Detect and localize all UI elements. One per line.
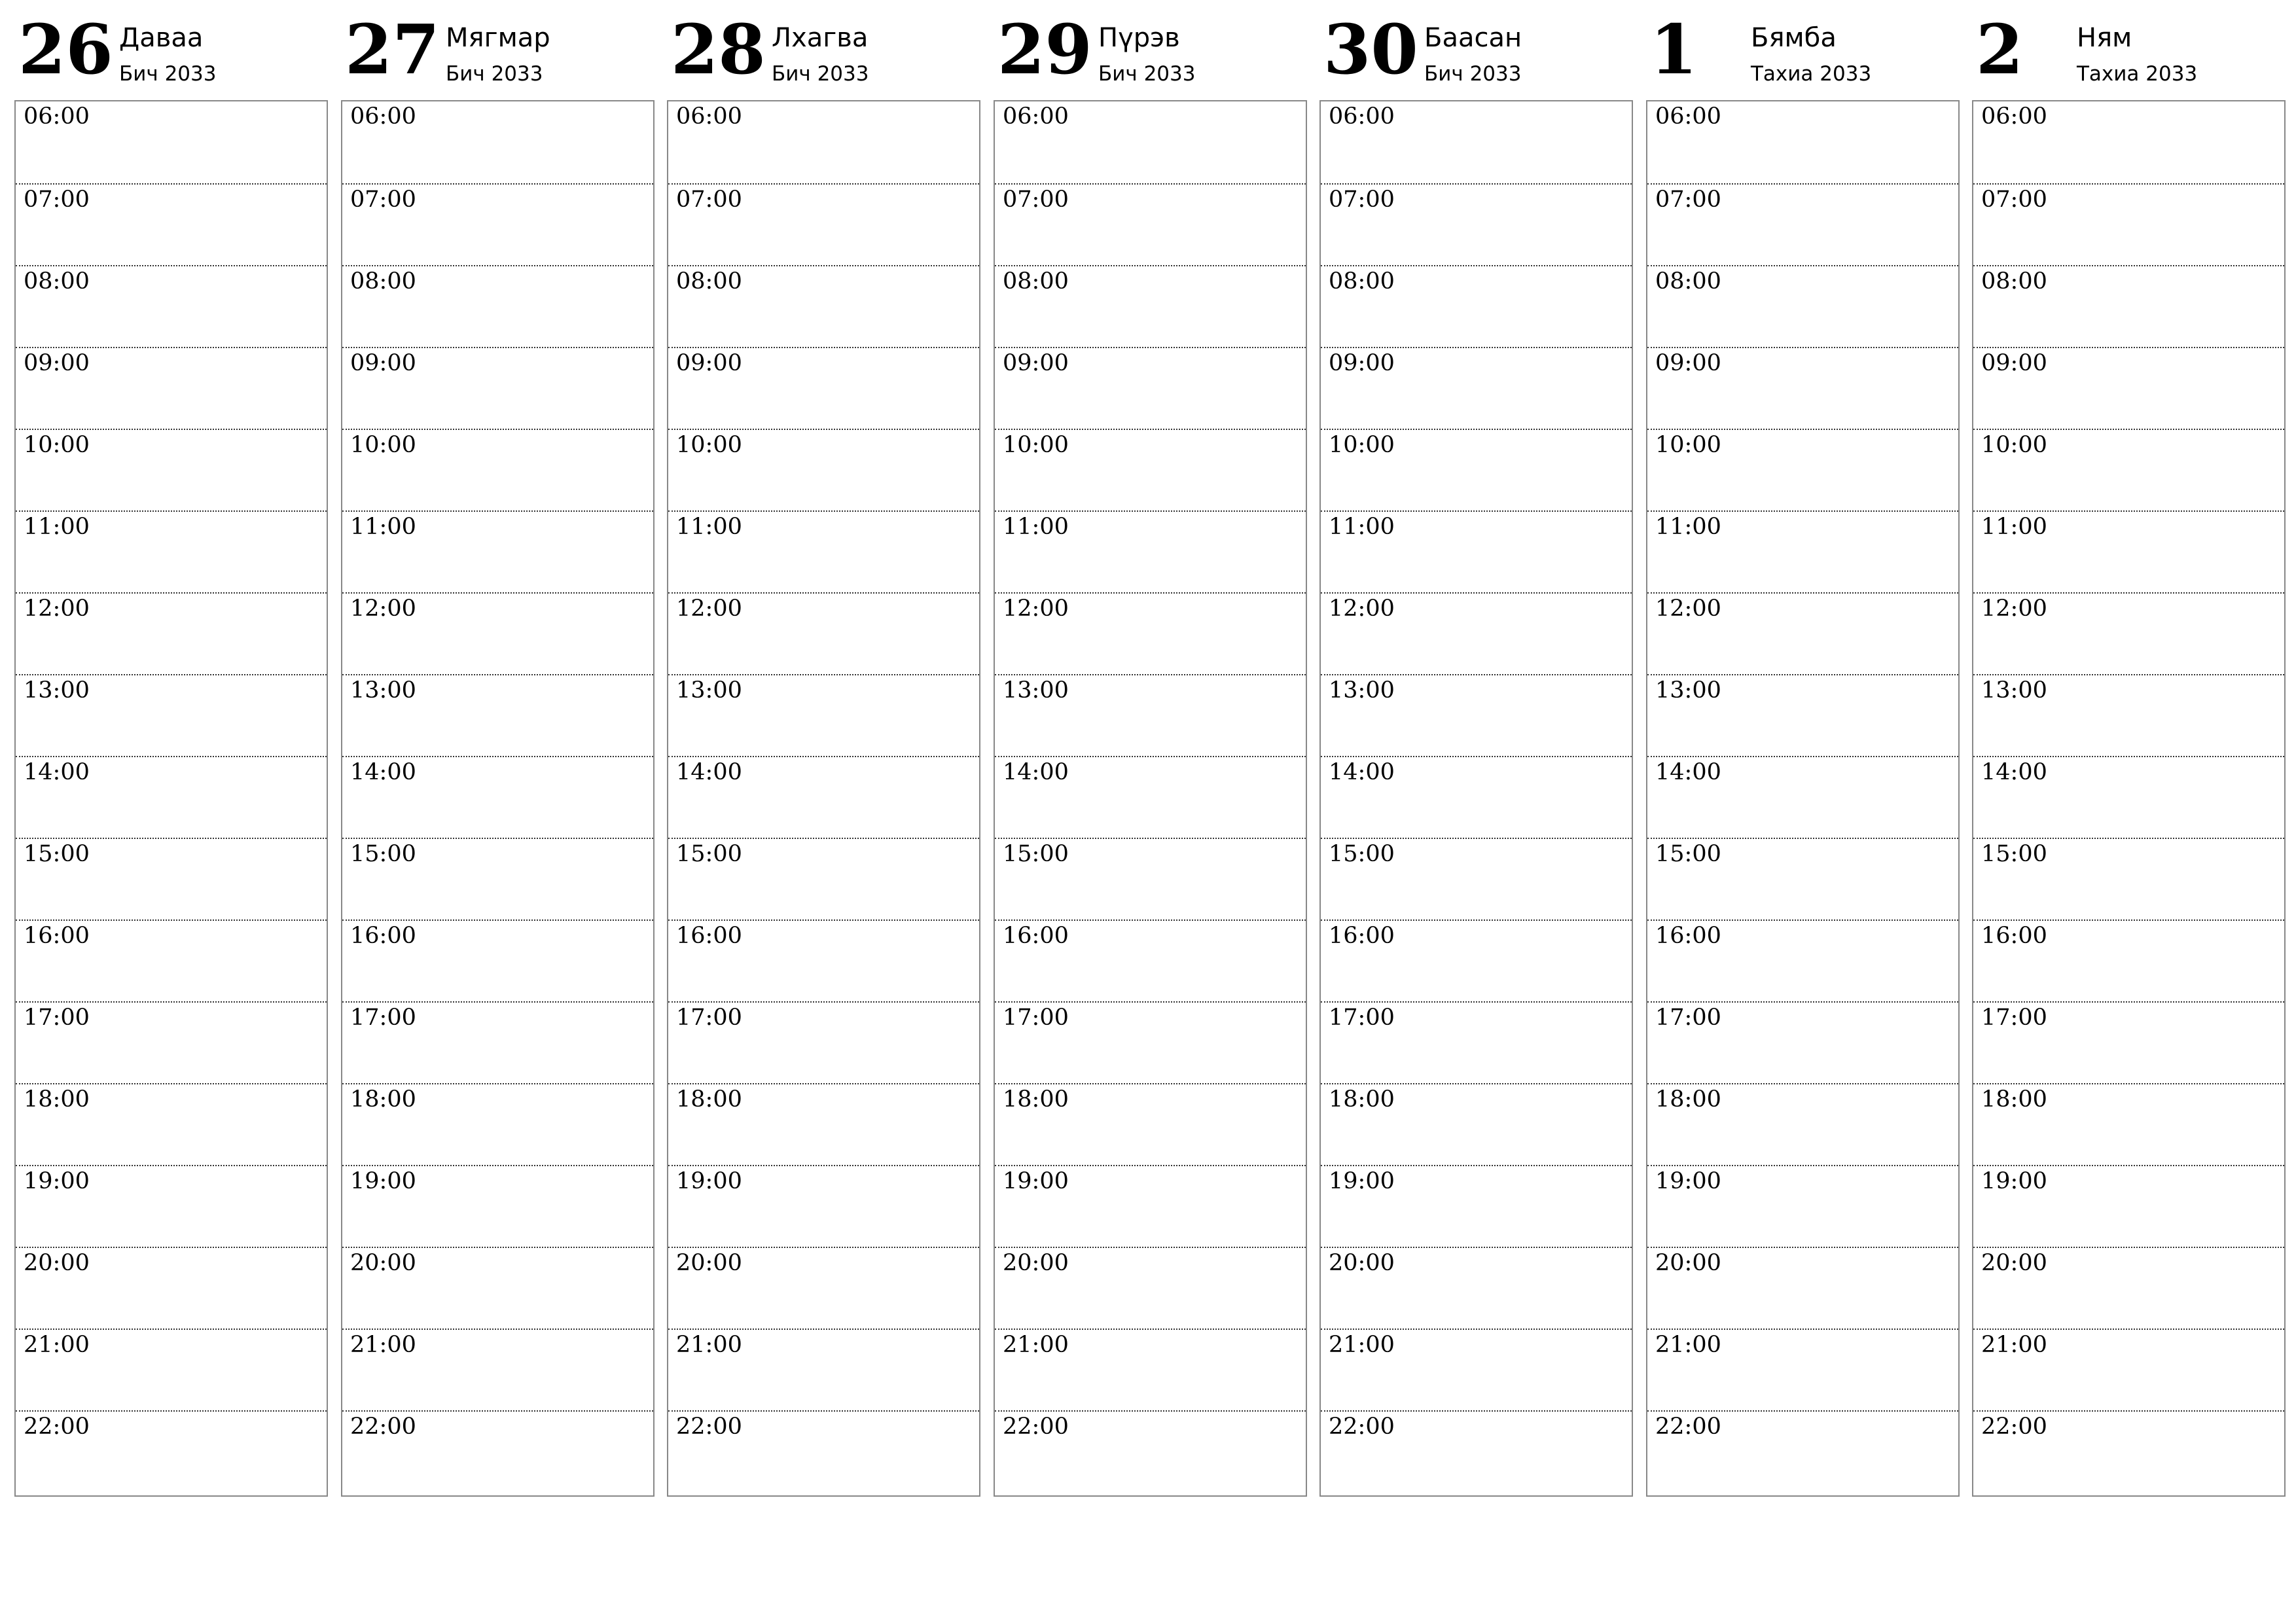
time-label: 22:00 xyxy=(1981,1414,2047,1440)
time-label: 06:00 xyxy=(1981,103,2047,130)
time-slot[interactable] xyxy=(16,1083,327,1165)
time-slot[interactable] xyxy=(16,1247,327,1329)
time-slot[interactable] xyxy=(1647,1247,1958,1329)
time-slots-box xyxy=(1646,100,1960,1497)
time-label: 12:00 xyxy=(1981,596,2047,622)
time-slot[interactable] xyxy=(1973,838,2284,919)
time-label: 14:00 xyxy=(1655,759,1721,785)
time-slot[interactable] xyxy=(995,1001,1306,1083)
time-slot[interactable] xyxy=(1973,919,2284,1001)
time-label: 12:00 xyxy=(350,596,416,622)
time-slot[interactable] xyxy=(1973,183,2284,265)
time-label: 08:00 xyxy=(1329,268,1395,294)
time-label: 16:00 xyxy=(1329,923,1395,949)
time-label: 09:00 xyxy=(1981,350,2047,376)
time-slot[interactable] xyxy=(342,265,653,347)
time-label: 12:00 xyxy=(676,596,742,622)
day-month: Тахиа 2033 xyxy=(2077,62,2198,86)
day-name: Баасан xyxy=(1424,23,1522,53)
day-month: Бич 2033 xyxy=(446,62,543,86)
time-slot[interactable] xyxy=(995,1329,1306,1410)
time-slot[interactable] xyxy=(16,510,327,592)
time-label: 18:00 xyxy=(1329,1086,1395,1113)
time-label: 07:00 xyxy=(676,187,742,213)
day-header xyxy=(1319,0,1633,98)
time-label: 22:00 xyxy=(1329,1414,1395,1440)
time-label: 12:00 xyxy=(24,596,90,622)
time-label: 09:00 xyxy=(1655,350,1721,376)
time-slot[interactable] xyxy=(1321,1165,1632,1247)
time-label: 10:00 xyxy=(1981,432,2047,458)
time-label: 08:00 xyxy=(24,268,90,294)
time-slot[interactable] xyxy=(1647,838,1958,919)
time-slot[interactable] xyxy=(995,183,1306,265)
day-header xyxy=(994,0,1307,98)
time-slot[interactable] xyxy=(995,756,1306,838)
time-slots-box xyxy=(667,100,980,1497)
time-slot[interactable] xyxy=(16,101,327,183)
time-slot[interactable] xyxy=(1973,101,2284,183)
time-slot[interactable] xyxy=(342,674,653,756)
time-label: 06:00 xyxy=(24,103,90,130)
time-label: 19:00 xyxy=(1655,1168,1721,1194)
day-column xyxy=(994,0,1307,1505)
time-slot[interactable] xyxy=(16,1329,327,1410)
time-label: 18:00 xyxy=(24,1086,90,1113)
day-name: Даваа xyxy=(119,23,204,53)
time-label: 15:00 xyxy=(24,841,90,867)
time-slot[interactable] xyxy=(668,101,979,183)
time-label: 18:00 xyxy=(350,1086,416,1113)
time-slot[interactable] xyxy=(668,674,979,756)
time-slot[interactable] xyxy=(1321,265,1632,347)
time-slots-box xyxy=(14,100,328,1497)
time-label: 21:00 xyxy=(676,1332,742,1358)
time-label: 15:00 xyxy=(1981,841,2047,867)
time-slot[interactable] xyxy=(342,429,653,510)
time-label: 20:00 xyxy=(1003,1250,1069,1276)
time-label: 16:00 xyxy=(24,923,90,949)
day-month: Тахиа 2033 xyxy=(1751,62,1872,86)
time-slot[interactable] xyxy=(1321,429,1632,510)
time-label: 18:00 xyxy=(1003,1086,1069,1113)
time-slot[interactable] xyxy=(342,756,653,838)
time-label: 10:00 xyxy=(1655,432,1721,458)
time-label: 06:00 xyxy=(1003,103,1069,130)
time-slot[interactable] xyxy=(668,919,979,1001)
time-label: 16:00 xyxy=(676,923,742,949)
day-name: Лхагва xyxy=(772,23,869,53)
time-label: 07:00 xyxy=(1329,187,1395,213)
time-label: 13:00 xyxy=(350,677,416,704)
day-number: 28 xyxy=(671,9,766,90)
time-label: 17:00 xyxy=(1329,1005,1395,1031)
time-label: 11:00 xyxy=(1655,514,1721,540)
time-label: 16:00 xyxy=(1655,923,1721,949)
time-slot[interactable] xyxy=(1321,510,1632,592)
time-label: 18:00 xyxy=(676,1086,742,1113)
day-name: Пүрэв xyxy=(1098,23,1180,53)
time-label: 15:00 xyxy=(350,841,416,867)
time-slot[interactable] xyxy=(1647,919,1958,1001)
time-label: 19:00 xyxy=(1981,1168,2047,1194)
time-slot[interactable] xyxy=(342,1001,653,1083)
time-label: 21:00 xyxy=(1981,1332,2047,1358)
time-label: 07:00 xyxy=(1981,187,2047,213)
time-label: 17:00 xyxy=(676,1005,742,1031)
time-label: 22:00 xyxy=(1655,1414,1721,1440)
day-column xyxy=(14,0,328,1505)
time-slots-box xyxy=(341,100,655,1497)
time-label: 13:00 xyxy=(1003,677,1069,704)
time-label: 10:00 xyxy=(676,432,742,458)
time-label: 21:00 xyxy=(1655,1332,1721,1358)
time-slot[interactable] xyxy=(342,510,653,592)
time-label: 13:00 xyxy=(1981,677,2047,704)
time-label: 10:00 xyxy=(1329,432,1395,458)
time-label: 06:00 xyxy=(676,103,742,130)
time-label: 08:00 xyxy=(1981,268,2047,294)
time-slot[interactable] xyxy=(1647,756,1958,838)
time-label: 10:00 xyxy=(350,432,416,458)
time-slot[interactable] xyxy=(1321,592,1632,674)
time-slot[interactable] xyxy=(668,1165,979,1247)
time-label: 14:00 xyxy=(350,759,416,785)
time-label: 21:00 xyxy=(1329,1332,1395,1358)
time-label: 17:00 xyxy=(24,1005,90,1031)
time-label: 20:00 xyxy=(676,1250,742,1276)
time-label: 14:00 xyxy=(1003,759,1069,785)
time-slot[interactable] xyxy=(342,101,653,183)
day-column xyxy=(341,0,655,1505)
time-slot[interactable] xyxy=(342,1247,653,1329)
time-slot[interactable] xyxy=(1973,592,2284,674)
time-slot[interactable] xyxy=(668,429,979,510)
time-label: 09:00 xyxy=(676,350,742,376)
day-month: Бич 2033 xyxy=(1424,62,1522,86)
time-slot[interactable] xyxy=(16,592,327,674)
time-label: 15:00 xyxy=(1655,841,1721,867)
time-slot[interactable] xyxy=(668,1247,979,1329)
time-slot[interactable] xyxy=(342,1083,653,1165)
time-slot[interactable] xyxy=(16,1165,327,1247)
day-header xyxy=(14,0,328,98)
time-label: 17:00 xyxy=(350,1005,416,1031)
time-slot[interactable] xyxy=(1973,674,2284,756)
time-slot[interactable] xyxy=(1973,429,2284,510)
day-number: 29 xyxy=(997,9,1092,90)
time-slot[interactable] xyxy=(1973,1410,2284,1492)
time-label: 11:00 xyxy=(24,514,90,540)
time-slot[interactable] xyxy=(1647,1410,1958,1492)
time-slot[interactable] xyxy=(1973,347,2284,429)
day-month: Бич 2033 xyxy=(119,62,217,86)
time-slot[interactable] xyxy=(1321,756,1632,838)
time-slot[interactable] xyxy=(1647,183,1958,265)
time-label: 08:00 xyxy=(1655,268,1721,294)
time-slot[interactable] xyxy=(16,347,327,429)
time-slot[interactable] xyxy=(995,1247,1306,1329)
time-label: 22:00 xyxy=(676,1414,742,1440)
time-slot[interactable] xyxy=(668,1083,979,1165)
time-label: 17:00 xyxy=(1003,1005,1069,1031)
time-slot[interactable] xyxy=(16,265,327,347)
time-slot[interactable] xyxy=(668,838,979,919)
time-slot[interactable] xyxy=(16,838,327,919)
time-label: 08:00 xyxy=(1003,268,1069,294)
time-slot[interactable] xyxy=(16,1001,327,1083)
time-slot[interactable] xyxy=(1973,265,2284,347)
time-label: 19:00 xyxy=(676,1168,742,1194)
time-label: 20:00 xyxy=(24,1250,90,1276)
time-slot[interactable] xyxy=(342,1410,653,1492)
day-number: 1 xyxy=(1650,9,1698,90)
time-slot[interactable] xyxy=(995,101,1306,183)
day-name: Бямба xyxy=(1751,23,1837,53)
time-slot[interactable] xyxy=(668,347,979,429)
time-slot[interactable] xyxy=(668,1001,979,1083)
time-slot[interactable] xyxy=(1321,838,1632,919)
time-slot[interactable] xyxy=(995,919,1306,1001)
time-slot[interactable] xyxy=(1321,1410,1632,1492)
time-slot[interactable] xyxy=(16,429,327,510)
time-label: 14:00 xyxy=(24,759,90,785)
time-slot[interactable] xyxy=(1321,1083,1632,1165)
time-label: 11:00 xyxy=(1981,514,2047,540)
day-number: 26 xyxy=(18,9,113,90)
time-label: 11:00 xyxy=(1003,514,1069,540)
time-slot[interactable] xyxy=(1647,265,1958,347)
time-label: 10:00 xyxy=(1003,432,1069,458)
time-label: 09:00 xyxy=(1003,350,1069,376)
time-label: 18:00 xyxy=(1981,1086,2047,1113)
time-label: 14:00 xyxy=(1329,759,1395,785)
time-label: 21:00 xyxy=(1003,1332,1069,1358)
time-label: 20:00 xyxy=(1329,1250,1395,1276)
time-label: 13:00 xyxy=(1655,677,1721,704)
time-slot[interactable] xyxy=(668,510,979,592)
time-slot[interactable] xyxy=(1321,347,1632,429)
day-name: Мягмар xyxy=(446,23,550,53)
time-slot[interactable] xyxy=(342,1165,653,1247)
time-label: 21:00 xyxy=(24,1332,90,1358)
time-label: 10:00 xyxy=(24,432,90,458)
time-slot[interactable] xyxy=(1647,592,1958,674)
day-number: 30 xyxy=(1323,9,1418,90)
day-number: 2 xyxy=(1976,9,2024,90)
time-slot[interactable] xyxy=(995,429,1306,510)
time-slot[interactable] xyxy=(1973,510,2284,592)
time-slot[interactable] xyxy=(995,592,1306,674)
time-slot[interactable] xyxy=(1321,101,1632,183)
time-label: 07:00 xyxy=(24,187,90,213)
time-label: 08:00 xyxy=(676,268,742,294)
time-slot[interactable] xyxy=(1973,1329,2284,1410)
time-slot[interactable] xyxy=(342,919,653,1001)
time-slot[interactable] xyxy=(342,347,653,429)
time-slot[interactable] xyxy=(995,838,1306,919)
day-column xyxy=(667,0,980,1505)
time-label: 13:00 xyxy=(24,677,90,704)
time-label: 08:00 xyxy=(350,268,416,294)
time-slot[interactable] xyxy=(995,347,1306,429)
time-label: 09:00 xyxy=(350,350,416,376)
time-slot[interactable] xyxy=(16,674,327,756)
time-label: 06:00 xyxy=(1329,103,1395,130)
time-slot[interactable] xyxy=(995,1083,1306,1165)
time-slot[interactable] xyxy=(1321,1329,1632,1410)
time-slot[interactable] xyxy=(1973,1001,2284,1083)
day-column xyxy=(1972,0,2286,1505)
time-slot[interactable] xyxy=(1973,1165,2284,1247)
time-slot[interactable] xyxy=(995,510,1306,592)
time-label: 13:00 xyxy=(1329,677,1395,704)
time-slot[interactable] xyxy=(1321,674,1632,756)
time-slot[interactable] xyxy=(668,265,979,347)
time-label: 16:00 xyxy=(350,923,416,949)
time-slot[interactable] xyxy=(995,1165,1306,1247)
day-name: Ням xyxy=(2077,23,2132,53)
time-label: 11:00 xyxy=(676,514,742,540)
day-month: Бич 2033 xyxy=(772,62,869,86)
time-slot[interactable] xyxy=(1647,429,1958,510)
time-label: 13:00 xyxy=(676,677,742,704)
time-label: 22:00 xyxy=(350,1414,416,1440)
time-slot[interactable] xyxy=(668,1410,979,1492)
time-label: 11:00 xyxy=(350,514,416,540)
day-header xyxy=(341,0,655,98)
time-slot[interactable] xyxy=(342,183,653,265)
time-label: 15:00 xyxy=(676,841,742,867)
time-slot[interactable] xyxy=(1321,1247,1632,1329)
time-label: 19:00 xyxy=(1329,1168,1395,1194)
time-label: 14:00 xyxy=(1981,759,2047,785)
day-number: 27 xyxy=(345,9,440,90)
time-label: 20:00 xyxy=(1981,1250,2047,1276)
time-slot[interactable] xyxy=(668,183,979,265)
time-label: 06:00 xyxy=(1655,103,1721,130)
day-header xyxy=(667,0,980,98)
time-label: 12:00 xyxy=(1329,596,1395,622)
time-slot[interactable] xyxy=(1321,183,1632,265)
time-slot[interactable] xyxy=(995,1410,1306,1492)
time-label: 09:00 xyxy=(24,350,90,376)
time-label: 12:00 xyxy=(1003,596,1069,622)
time-slots-box xyxy=(1319,100,1633,1497)
time-slot[interactable] xyxy=(995,265,1306,347)
time-label: 16:00 xyxy=(1003,923,1069,949)
time-slot[interactable] xyxy=(1647,1165,1958,1247)
time-label: 20:00 xyxy=(350,1250,416,1276)
time-label: 07:00 xyxy=(350,187,416,213)
day-header xyxy=(1646,0,1960,98)
time-slot[interactable] xyxy=(342,838,653,919)
time-label: 19:00 xyxy=(24,1168,90,1194)
time-label: 12:00 xyxy=(1655,596,1721,622)
time-slot[interactable] xyxy=(1647,1329,1958,1410)
time-label: 15:00 xyxy=(1329,841,1395,867)
time-slot[interactable] xyxy=(1647,1083,1958,1165)
time-slots-box xyxy=(1972,100,2286,1497)
time-slot[interactable] xyxy=(668,592,979,674)
time-slot[interactable] xyxy=(16,756,327,838)
day-column xyxy=(1646,0,1960,1505)
time-label: 19:00 xyxy=(1003,1168,1069,1194)
time-slot[interactable] xyxy=(342,592,653,674)
time-label: 17:00 xyxy=(1655,1005,1721,1031)
day-month: Бич 2033 xyxy=(1098,62,1196,86)
time-label: 22:00 xyxy=(1003,1414,1069,1440)
time-slot[interactable] xyxy=(16,183,327,265)
time-slot[interactable] xyxy=(668,1329,979,1410)
time-label: 09:00 xyxy=(1329,350,1395,376)
time-label: 22:00 xyxy=(24,1414,90,1440)
time-slot[interactable] xyxy=(1973,756,2284,838)
time-slot[interactable] xyxy=(1321,919,1632,1001)
time-label: 07:00 xyxy=(1003,187,1069,213)
time-slot[interactable] xyxy=(342,1329,653,1410)
time-slot[interactable] xyxy=(668,756,979,838)
time-slot[interactable] xyxy=(1321,1001,1632,1083)
time-slot[interactable] xyxy=(1647,347,1958,429)
time-slot[interactable] xyxy=(16,919,327,1001)
day-column xyxy=(1319,0,1633,1505)
day-header xyxy=(1972,0,2286,98)
time-slot[interactable] xyxy=(1973,1247,2284,1329)
time-label: 14:00 xyxy=(676,759,742,785)
time-label: 19:00 xyxy=(350,1168,416,1194)
time-label: 16:00 xyxy=(1981,923,2047,949)
time-label: 06:00 xyxy=(350,103,416,130)
time-label: 18:00 xyxy=(1655,1086,1721,1113)
time-slot[interactable] xyxy=(1647,1001,1958,1083)
time-slot[interactable] xyxy=(995,674,1306,756)
time-label: 21:00 xyxy=(350,1332,416,1358)
time-slot[interactable] xyxy=(1647,674,1958,756)
time-label: 11:00 xyxy=(1329,514,1395,540)
time-slots-box xyxy=(994,100,1307,1497)
time-slot[interactable] xyxy=(1647,101,1958,183)
time-slot[interactable] xyxy=(1973,1083,2284,1165)
time-slot[interactable] xyxy=(1647,510,1958,592)
time-label: 17:00 xyxy=(1981,1005,2047,1031)
time-label: 15:00 xyxy=(1003,841,1069,867)
time-slot[interactable] xyxy=(16,1410,327,1492)
time-label: 20:00 xyxy=(1655,1250,1721,1276)
time-label: 07:00 xyxy=(1655,187,1721,213)
